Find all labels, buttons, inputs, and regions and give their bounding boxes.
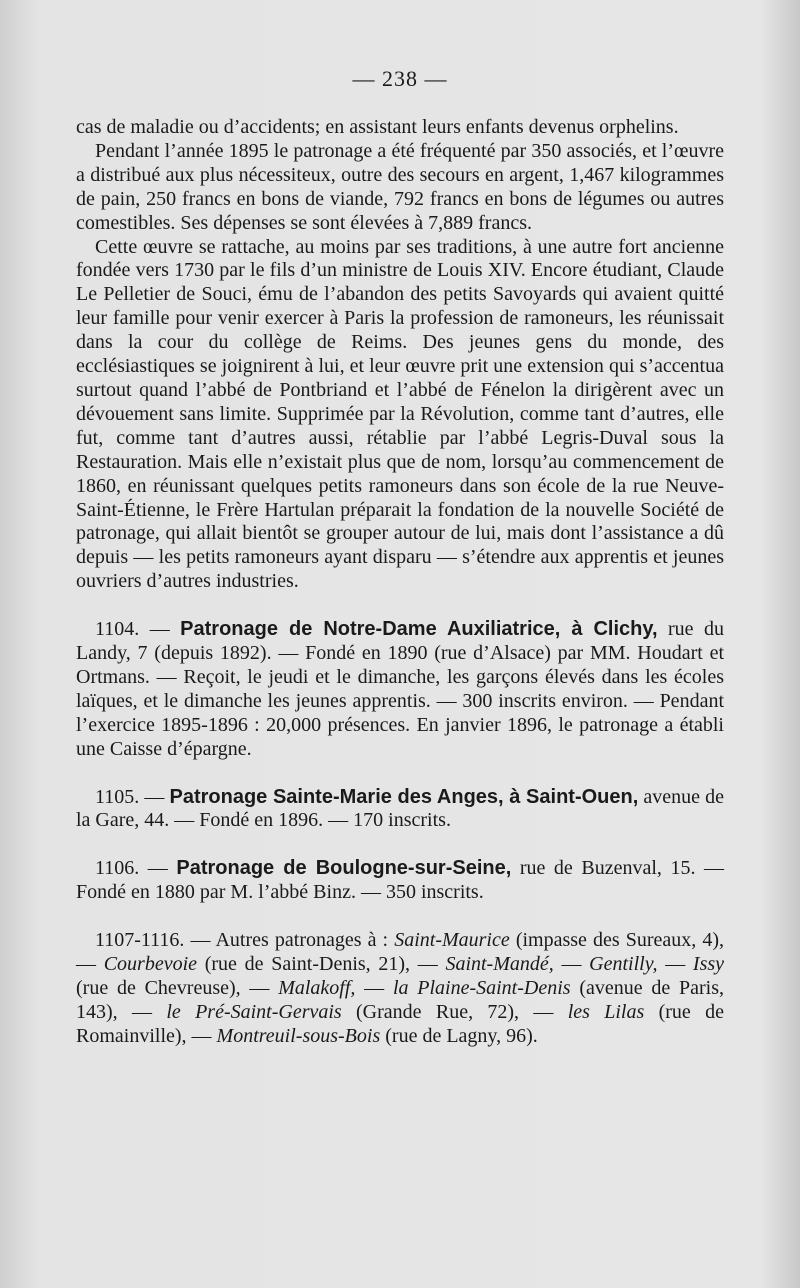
entry-text: — <box>657 953 693 976</box>
place-name: Malakoff, <box>278 977 356 999</box>
entry-text: — <box>355 977 393 999</box>
place-name: Saint-Mandé, <box>445 953 554 976</box>
page-body <box>76 116 724 1049</box>
spacer <box>76 762 724 786</box>
entry-text: — <box>553 953 590 976</box>
entry-text: rue du Landy, 7 (depuis 1892). — Fondé en 1890 (rue d’Alsace) par MM. Houdart et Ortmans. — Reçoit, le jeudi et le dimanche, les garçons élevés dans les écoles laïques, et le dimanche les jeunes apprentis. — 300 inscrits environ. — Pendant l’exercice 1895-1896 : 20,000 présences. En janvier 1896, le patronage a établi une Caisse d’épargne. <box>76 618 724 760</box>
entry-text: rue de Buzenval, 15. — Fondé en 1880 par M. l’abbé Binz. — 350 inscrits. <box>76 857 724 904</box>
entry-number: 1107-1116. — Autres patronages à : <box>95 929 395 952</box>
entry-title: Patronage Sainte-Marie des Anges, à Saint-Ouen, <box>169 785 639 808</box>
entry-text: (rue de Romainville), — <box>76 1000 724 1047</box>
entry-1106 <box>76 857 724 905</box>
place-name: Issy <box>692 953 725 976</box>
place-name: Gentilly, <box>589 953 658 976</box>
place-name: Courbevoie <box>103 953 198 976</box>
entry-1104 <box>76 618 724 761</box>
entry-title: Patronage de Boulogne-sur-Seine, <box>176 857 512 880</box>
place-name: les Lilas <box>567 1000 645 1023</box>
entry-text: (rue de Chevreuse), — <box>76 977 279 999</box>
paragraph: Cette œuvre se rattache, au moins par ses traditions, à une autre fort ancienne fondée vers 1730 par le fils d’un ministre de Louis XIV. Encore étudiant, Claude Le Pelletier de Souci, ému de l’abandon des petits Savoyards qui avaient quitté leur famille pour venir exercer à Paris la profession de ramoneurs, les réunissait dans la cour du collège de Reims. Des jeunes gens du monde, des ecclésiastiques se joignirent à lui, et leur œuvre prit une extension qui s’accentua surtout quand l’abbé de Pontbriand et l’abbé de Fénelon la dirigèrent avec un dévouement sans limite. Supprimée par la Révolution, comme tant d’autres, elle fut, comme tant d’autres aussi, rétablie par l’abbé Legris-Duval sous la Restauration. Mais elle n’existait plus que de nom, lorsqu’au commencement de 1860, en réunissant quelques petits ramoneurs dans son école de la rue Neuve-Saint-Étienne, le Frère Hartulan préparait la fondation de la nouvelle Société de patronage, qui allait bientôt se grouper autour de lui, mais dont l’assistance a dû depuis — les petits ramoneurs ayant disparu — s’étendre aux apprentis et jeunes ouvriers d’autres industries. <box>76 235 724 593</box>
paragraph: Pendant l’année 1895 le patronage a été fréquenté par 350 associés, et l’œuvre a distribué aux plus nécessiteux, outre des secours en argent, 1,467 kilogrammes de pain, 250 francs en bons de viande, 792 francs en bons de légumes ou autres comestibles. Ses dépenses se sont élevées à 7,889 francs. <box>76 139 724 234</box>
spacer <box>76 833 724 857</box>
entry-text: (impasse des Sureaux, 4), — <box>76 929 725 976</box>
place-name: la Plaine-Saint-Denis <box>392 977 571 999</box>
entry-text: (rue de Lagny, 96). <box>380 1024 538 1047</box>
place-name: le Pré-Saint-Gervais <box>166 1000 342 1023</box>
spacer <box>76 594 724 618</box>
spacer <box>76 905 724 929</box>
entry-number: 1104. — <box>95 618 181 641</box>
entry-text: (rue de Saint-Denis, 21), — <box>197 953 446 976</box>
place-name: Montreuil-sous-Bois <box>216 1024 381 1047</box>
entry-1105 <box>76 786 724 834</box>
entry-text: (Grande Rue, 72), — <box>341 1000 568 1023</box>
entry-1107-1116 <box>76 929 724 1049</box>
entry-title: Patronage de Notre-Dame Auxiliatrice, à Clichy, <box>180 618 658 641</box>
entry-number: 1105. — <box>95 785 170 808</box>
paragraph: cas de maladie ou d’accidents; en assistant leurs enfants devenus orphelins. <box>76 116 679 138</box>
page-number: — 238 — <box>352 66 448 91</box>
entry-number: 1106. — <box>95 857 177 880</box>
place-name: Saint-Maurice <box>394 929 510 952</box>
entry-text: avenue de la Gare, 44. — Fondé en 1896. — 170 inscrits. <box>76 785 725 832</box>
entry-text: (avenue de Paris, 143), — <box>76 977 725 1023</box>
